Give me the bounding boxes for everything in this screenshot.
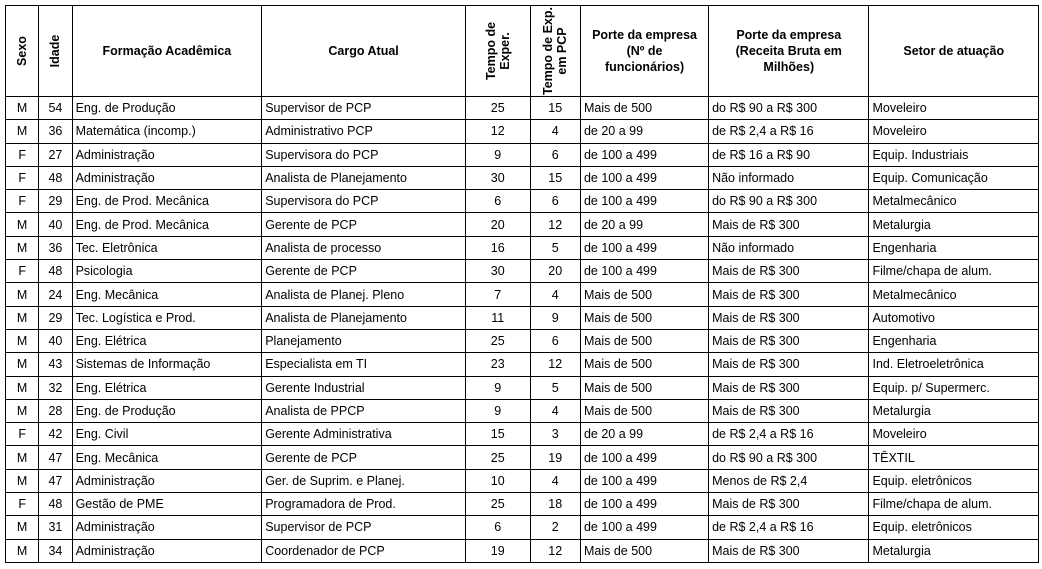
cell-cargo: Gerente Industrial [262,376,466,399]
cell-formacao: Eng. de Produção [72,97,262,120]
cell-tempo-pcp: 12 [530,539,580,562]
cell-tempo-pcp: 5 [530,236,580,259]
cell-formacao: Tec. Eletrônica [72,236,262,259]
cell-tempo-exper: 23 [465,353,530,376]
cell-setor: Ind. Eletroeletrônica [869,353,1039,376]
header-tempo-exper-line1: Tempo de [483,21,498,81]
table-row [6,97,1039,120]
cell-idade: 36 [39,120,72,143]
cell-setor: Metalurgia [869,399,1039,422]
cell-setor: Equip. p/ Supermerc. [869,376,1039,399]
cell-porte-receita: Mais de R$ 300 [709,376,869,399]
cell-tempo-pcp: 15 [530,166,580,189]
cell-sexo: M [6,213,39,236]
header-tempo-pcp-line2: em PCP [555,27,570,75]
cell-tempo-pcp: 20 [530,260,580,283]
header-tempo-exper [465,6,530,97]
table-body [6,97,1039,563]
cell-formacao: Eng. Elétrica [72,329,262,352]
cell-tempo-pcp: 12 [530,213,580,236]
cell-tempo-exper: 10 [465,469,530,492]
cell-formacao: Eng. Elétrica [72,376,262,399]
cell-porte-receita: Mais de R$ 300 [709,539,869,562]
cell-sexo: M [6,469,39,492]
cell-idade: 34 [39,539,72,562]
cell-sexo: M [6,446,39,469]
cell-tempo-pcp: 18 [530,493,580,516]
table-row [6,283,1039,306]
cell-idade: 43 [39,353,72,376]
cell-sexo: M [6,539,39,562]
cell-formacao: Eng. Civil [72,423,262,446]
cell-tempo-pcp: 15 [530,97,580,120]
cell-setor: Moveleiro [869,120,1039,143]
cell-tempo-pcp: 3 [530,423,580,446]
cell-sexo: M [6,329,39,352]
cell-tempo-exper: 25 [465,493,530,516]
cell-tempo-exper: 11 [465,306,530,329]
table-row [6,376,1039,399]
table-row [6,516,1039,539]
cell-cargo: Supervisora do PCP [262,143,466,166]
cell-formacao: Eng. Mecânica [72,446,262,469]
cell-sexo: M [6,97,39,120]
cell-tempo-pcp: 4 [530,283,580,306]
cell-idade: 54 [39,97,72,120]
cell-formacao: Matemática (incomp.) [72,120,262,143]
cell-porte-funcionarios: Mais de 500 [580,329,708,352]
cell-porte-receita: Mais de R$ 300 [709,493,869,516]
cell-porte-receita: Mais de R$ 300 [709,329,869,352]
header-idade: Idade [39,6,72,97]
header-formacao: Formação Acadêmica [72,6,262,97]
cell-cargo: Gerente de PCP [262,260,466,283]
cell-porte-funcionarios: de 100 a 499 [580,236,708,259]
table-row [6,143,1039,166]
cell-tempo-exper: 12 [465,120,530,143]
cell-tempo-pcp: 2 [530,516,580,539]
cell-setor: Engenharia [869,236,1039,259]
cell-sexo: F [6,423,39,446]
cell-porte-receita: Mais de R$ 300 [709,283,869,306]
cell-setor: Automotivo [869,306,1039,329]
cell-setor: Equip. Comunicação [869,166,1039,189]
cell-tempo-exper: 6 [465,516,530,539]
cell-porte-funcionarios: Mais de 500 [580,353,708,376]
cell-porte-receita: Não informado [709,166,869,189]
cell-formacao: Administração [72,469,262,492]
cell-idade: 29 [39,306,72,329]
cell-porte-receita: Mais de R$ 300 [709,213,869,236]
cell-porte-funcionarios: de 100 a 499 [580,493,708,516]
cell-tempo-pcp: 4 [530,469,580,492]
cell-idade: 48 [39,493,72,516]
cell-cargo: Gerente de PCP [262,213,466,236]
cell-formacao: Eng. Mecânica [72,283,262,306]
cell-setor: Filme/chapa de alum. [869,260,1039,283]
header-cargo: Cargo Atual [262,6,466,97]
table-row [6,469,1039,492]
cell-setor: Moveleiro [869,423,1039,446]
cell-setor: Metalmecânico [869,190,1039,213]
table-row [6,190,1039,213]
cell-porte-receita: de R$ 2,4 a R$ 16 [709,120,869,143]
header-porte-func-line2: (Nº de [626,44,663,58]
cell-cargo: Ger. de Suprim. e Planej. [262,469,466,492]
cell-porte-funcionarios: de 100 a 499 [580,469,708,492]
cell-tempo-exper: 30 [465,260,530,283]
cell-sexo: M [6,236,39,259]
cell-setor: Moveleiro [869,97,1039,120]
header-tempo-pcp [530,6,580,97]
cell-cargo: Analista de Planej. Pleno [262,283,466,306]
cell-cargo: Planejamento [262,329,466,352]
cell-porte-receita: do R$ 90 a R$ 300 [709,446,869,469]
cell-tempo-pcp: 5 [530,376,580,399]
cell-formacao: Eng. de Produção [72,399,262,422]
cell-tempo-pcp: 6 [530,190,580,213]
cell-formacao: Administração [72,166,262,189]
cell-porte-receita: Mais de R$ 300 [709,260,869,283]
cell-idade: 40 [39,213,72,236]
cell-tempo-pcp: 12 [530,353,580,376]
cell-tempo-exper: 30 [465,166,530,189]
cell-idade: 32 [39,376,72,399]
cell-setor: TÊXTIL [869,446,1039,469]
cell-sexo: M [6,353,39,376]
cell-porte-funcionarios: Mais de 500 [580,376,708,399]
respondents-table [5,5,1039,563]
cell-porte-funcionarios: Mais de 500 [580,399,708,422]
cell-tempo-exper: 9 [465,399,530,422]
cell-idade: 48 [39,166,72,189]
cell-porte-funcionarios: Mais de 500 [580,97,708,120]
cell-porte-funcionarios: de 20 a 99 [580,423,708,446]
table-row [6,166,1039,189]
cell-formacao: Sistemas de Informação [72,353,262,376]
cell-cargo: Analista de Planejamento [262,166,466,189]
cell-tempo-exper: 7 [465,283,530,306]
cell-cargo: Gerente Administrativa [262,423,466,446]
cell-setor: Metalurgia [869,213,1039,236]
cell-porte-funcionarios: de 100 a 499 [580,190,708,213]
header-tempo-exper-line2: Exper. [497,32,512,70]
header-porte-funcionarios [580,6,708,97]
cell-formacao: Administração [72,143,262,166]
header-porte-func-line3: funcionários) [604,60,685,74]
table-row [6,353,1039,376]
cell-cargo: Analista de processo [262,236,466,259]
cell-idade: 28 [39,399,72,422]
cell-idade: 47 [39,469,72,492]
table-row [6,120,1039,143]
cell-idade: 29 [39,190,72,213]
cell-formacao: Psicologia [72,260,262,283]
cell-cargo: Analista de PPCP [262,399,466,422]
cell-idade: 24 [39,283,72,306]
cell-sexo: F [6,493,39,516]
cell-idade: 36 [39,236,72,259]
cell-setor: Equip. Industriais [869,143,1039,166]
cell-setor: Filme/chapa de alum. [869,493,1039,516]
cell-tempo-exper: 9 [465,376,530,399]
cell-porte-funcionarios: de 100 a 499 [580,260,708,283]
table-row [6,306,1039,329]
cell-tempo-pcp: 6 [530,329,580,352]
cell-cargo: Supervisor de PCP [262,97,466,120]
cell-porte-receita: do R$ 90 a R$ 300 [709,97,869,120]
cell-porte-funcionarios: de 100 a 499 [580,143,708,166]
cell-porte-funcionarios: de 100 a 499 [580,516,708,539]
cell-cargo: Coordenador de PCP [262,539,466,562]
table-row [6,446,1039,469]
cell-sexo: F [6,190,39,213]
cell-tempo-pcp: 4 [530,120,580,143]
table-row [6,213,1039,236]
cell-setor: Metalmecânico [869,283,1039,306]
cell-sexo: M [6,376,39,399]
cell-tempo-pcp: 4 [530,399,580,422]
cell-tempo-pcp: 9 [530,306,580,329]
cell-formacao: Eng. de Prod. Mecânica [72,213,262,236]
cell-tempo-pcp: 19 [530,446,580,469]
cell-formacao: Tec. Logística e Prod. [72,306,262,329]
cell-sexo: M [6,306,39,329]
cell-tempo-exper: 25 [465,446,530,469]
cell-tempo-exper: 15 [465,423,530,446]
cell-setor: Metalurgia [869,539,1039,562]
cell-idade: 31 [39,516,72,539]
table-header [6,6,1039,97]
cell-idade: 40 [39,329,72,352]
table-row [6,260,1039,283]
cell-sexo: F [6,166,39,189]
cell-tempo-exper: 9 [465,143,530,166]
header-porte-receita-line1: Porte da empresa [736,28,842,42]
header-porte-receita [709,6,869,97]
header-tempo-pcp-line1: Tempo de Exp. [541,7,556,95]
header-porte-receita-line2: (Receita Bruta em [735,44,842,58]
cell-tempo-exper: 20 [465,213,530,236]
cell-porte-funcionarios: Mais de 500 [580,539,708,562]
cell-formacao: Gestão de PME [72,493,262,516]
cell-idade: 48 [39,260,72,283]
cell-porte-receita: de R$ 2,4 a R$ 16 [709,423,869,446]
cell-porte-receita: do R$ 90 a R$ 300 [709,190,869,213]
cell-formacao: Eng. de Prod. Mecânica [72,190,262,213]
cell-cargo: Gerente de PCP [262,446,466,469]
cell-porte-receita: Não informado [709,236,869,259]
cell-idade: 42 [39,423,72,446]
cell-setor: Engenharia [869,329,1039,352]
cell-cargo: Especialista em TI [262,353,466,376]
table-row [6,539,1039,562]
cell-tempo-exper: 16 [465,236,530,259]
table-row [6,399,1039,422]
cell-idade: 47 [39,446,72,469]
cell-porte-receita: Menos de R$ 2,4 [709,469,869,492]
cell-setor: Equip. eletrônicos [869,516,1039,539]
cell-sexo: F [6,143,39,166]
cell-porte-receita: de R$ 16 a R$ 90 [709,143,869,166]
cell-formacao: Administração [72,516,262,539]
header-porte-receita-line3: Milhões) [763,60,815,74]
cell-tempo-exper: 25 [465,97,530,120]
header-setor: Setor de atuação [869,6,1039,97]
cell-porte-funcionarios: de 20 a 99 [580,213,708,236]
header-porte-func-line1: Porte da empresa [592,28,697,42]
cell-porte-receita: de R$ 2,4 a R$ 16 [709,516,869,539]
table-row [6,423,1039,446]
table-row [6,329,1039,352]
cell-porte-funcionarios: Mais de 500 [580,283,708,306]
cell-porte-funcionarios: de 20 a 99 [580,120,708,143]
cell-porte-funcionarios: Mais de 500 [580,306,708,329]
cell-porte-receita: Mais de R$ 300 [709,306,869,329]
cell-porte-funcionarios: de 100 a 499 [580,446,708,469]
cell-cargo: Supervisor de PCP [262,516,466,539]
cell-cargo: Supervisora do PCP [262,190,466,213]
table-row [6,236,1039,259]
cell-sexo: M [6,399,39,422]
table-row [6,493,1039,516]
cell-tempo-exper: 19 [465,539,530,562]
cell-tempo-pcp: 6 [530,143,580,166]
cell-porte-receita: Mais de R$ 300 [709,353,869,376]
cell-cargo: Programadora de Prod. [262,493,466,516]
cell-setor: Equip. eletrônicos [869,469,1039,492]
cell-cargo: Administrativo PCP [262,120,466,143]
cell-idade: 27 [39,143,72,166]
cell-porte-funcionarios: de 100 a 499 [580,166,708,189]
header-sexo: Sexo [6,6,39,97]
cell-porte-receita: Mais de R$ 300 [709,399,869,422]
cell-sexo: F [6,260,39,283]
cell-tempo-exper: 6 [465,190,530,213]
cell-sexo: M [6,283,39,306]
cell-cargo: Analista de Planejamento [262,306,466,329]
cell-formacao: Administração [72,539,262,562]
cell-sexo: M [6,120,39,143]
cell-sexo: M [6,516,39,539]
cell-tempo-exper: 25 [465,329,530,352]
